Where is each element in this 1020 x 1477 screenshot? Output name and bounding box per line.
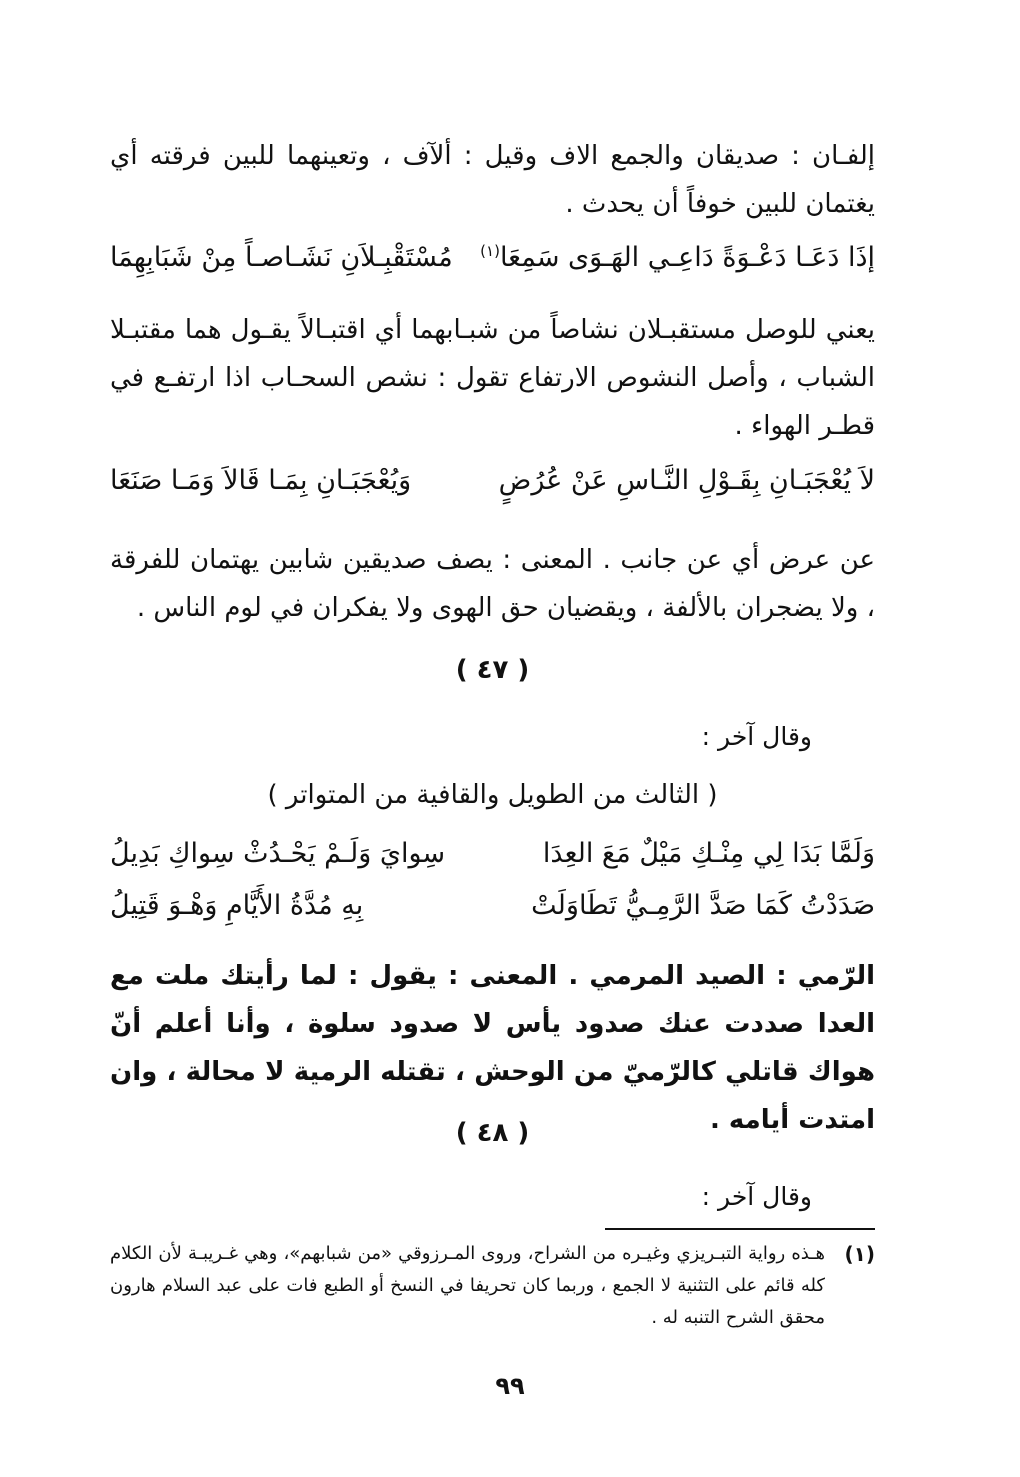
poem-47-meter: ( الثالث من الطويل والقافية من المتواتر ) [267, 780, 718, 810]
footnote-marker: (١) [480, 242, 500, 260]
poem-47-intro: وقال آخر : [701, 722, 812, 751]
verse-1-first-hemistich [480, 242, 875, 273]
footnote-separator [605, 1228, 875, 1230]
commentary-paragraph-3: عن عرض أي عن جانب . المعنى : يصف صديقين شابين يهتمان للفرقة ، ولا يضجران بالألفة ، ويقضيان حق الهوى ولا يفكران في لوم الناس . [110, 545, 875, 623]
verse-line-1 [110, 242, 875, 290]
verse-2-first-hemistich: لاَ يُعْجَبَـانِ بِقَـوْلِ النَّـاسِ عَنْ عُرُضٍ [498, 465, 875, 496]
poem-number-48: ( ٤٨ ) [455, 1118, 530, 1148]
verse-1-second-hemistich: مُسْتَقْبِـلاَنِ نَشَـاصـاً مِنْ شَبَابِهِمَا [110, 242, 453, 273]
verse-4-second-hemistich: بِهِ مُدَّةُ الأَيَّامِ وَهْـوَ قَتِيلُ [110, 890, 364, 921]
verse-line-3 [110, 838, 875, 886]
verse-4-first-hemistich: صَدَدْتُ كَمَا صَدَّ الرَّمِـيُّ تَطَاوَلَتْ [531, 890, 875, 921]
footnote-text: هـذه رواية التبـريزي وغيـره من الشراح، وروى المـرزوقي «من شبابهم»، وهي غـريبـة لأن الكلام كله قائم على التثنية لا الجمع ، وربما كان تحريفا في النسخ أو الطبع فات على عبد السلام هارون محقق الشرح التنبه له . [110, 1243, 825, 1328]
commentary-paragraph-4: الرّمي : الصيد المرمي . المعنى : يقول : لما رأيتك ملت مع العدا صددت عنك صدود يأس لا صدود سلوة ، وأنا أعلم أنّ هواك قاتلي كالرّميّ من الوحش ، تقتله الرمية لا محالة ، وان امتدت أيامه . [110, 961, 875, 1135]
verse-line-2 [110, 465, 875, 513]
verse-3-second-hemistich: سِوايَ وَلَـمْ يَحْـدُثْ سِواكِ بَدِيلُ [110, 838, 446, 869]
verse-2-second-hemistich: وَيُعْجَبَـانِ بِمَـا قَالاَ وَمَـا صَنَعَا [110, 465, 412, 496]
page-number: ٩٩ [495, 1372, 525, 1400]
verse-1-first-text: إذَا دَعَـا دَعْـوَةً دَاعِـي الهَـوَى سَمِعَا [499, 242, 875, 273]
poem-number-47: ( ٤٧ ) [455, 655, 530, 685]
commentary-paragraph-1: إلفـان : صديقان والجمع الاف وقيل : ألآف ، وتعينهما للبين فرقته أي يغتمان للبين خوفاً أن يحدث . [110, 141, 875, 219]
commentary-paragraph-2: يعني للوصل مستقبـلان نشاصاً من شبـابهما أي اقتبـالاً يقـول هما مقتبـلا الشباب ، وأصل النشوص الارتفاع تقول : نشص السحـاب اذا ارتفـع في قطـر الهواء . [110, 315, 875, 441]
footnote-number: (١) [844, 1242, 875, 1266]
verse-3-first-hemistich: وَلَمَّا بَدَا لِي مِنْـكِ مَيْلٌ مَعَ العِدَا [542, 838, 875, 869]
poem-48-intro: وقال آخر : [701, 1182, 812, 1211]
footnote [110, 1238, 875, 1334]
verse-line-4 [110, 890, 875, 938]
